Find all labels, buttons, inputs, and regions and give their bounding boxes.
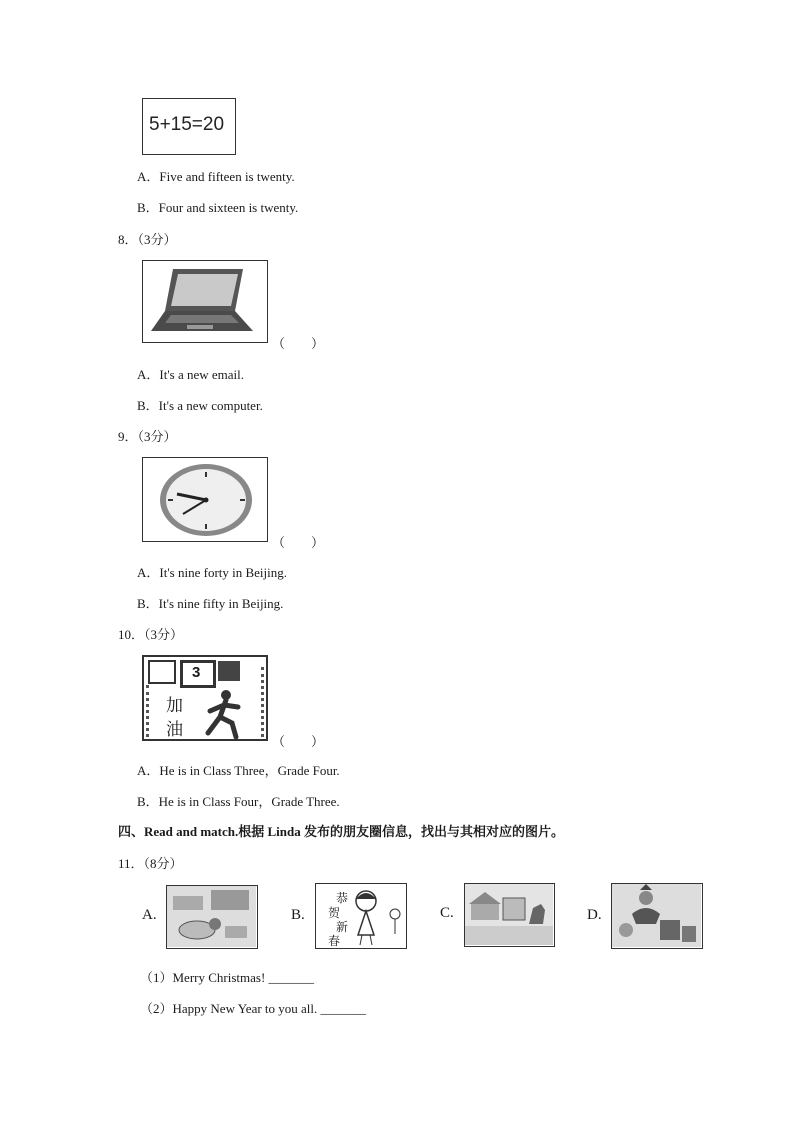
sign-box-2 xyxy=(180,660,216,688)
q8-option-b[interactable]: B．It's a new computer. xyxy=(137,398,263,413)
flower-icon xyxy=(386,906,404,936)
q11-item-2[interactable]: （2）Happy New Year to you all. _______ xyxy=(140,1001,367,1016)
q9-option-b[interactable]: B．It's nine fifty in Beijing. xyxy=(137,596,284,611)
card-char-1: 恭 xyxy=(336,891,349,905)
card-char-2: 贺 xyxy=(328,906,341,920)
q11-label-c: C. xyxy=(440,905,454,921)
sign-box-1 xyxy=(148,660,176,684)
farm-scene-icon xyxy=(465,884,553,945)
q11-label-b: B. xyxy=(291,907,305,923)
picture-b xyxy=(315,883,407,949)
q9-answer-paren[interactable]: （ ） xyxy=(272,535,325,550)
picture-a xyxy=(166,885,258,949)
q7-option-b[interactable]: B．Four and sixteen is twenty. xyxy=(137,200,299,215)
sign-text-jia: 加 xyxy=(166,696,183,715)
picture-c xyxy=(464,883,555,947)
girl-icon xyxy=(350,887,390,947)
q11-label-d: D. xyxy=(587,907,602,923)
q10-option-a[interactable]: A．He is in Class Three，Grade Four. xyxy=(137,763,340,778)
q11-number: 11．（8分） xyxy=(118,856,183,871)
q11-label-a: A. xyxy=(142,907,157,923)
laptop-picture xyxy=(142,260,268,343)
q10-option-b[interactable]: B．He is in Class Four，Grade Three. xyxy=(137,794,340,809)
q8-answer-paren[interactable]: （ ） xyxy=(272,336,325,351)
equation-text: 5+15=20 xyxy=(149,114,225,135)
card-char-4: 春 xyxy=(328,934,341,948)
laptop-icon xyxy=(143,261,266,341)
picture-d xyxy=(611,883,703,949)
sign-box-3 xyxy=(218,661,240,681)
class-sign-picture xyxy=(142,655,268,741)
q10-number: 10．（3分） xyxy=(118,627,184,642)
christmas-scene-icon xyxy=(612,884,701,947)
section-4-heading: 四、Read and match.根据 Linda 发布的朋友圈信息，找出与其相对应的图片。 xyxy=(118,824,564,839)
vine-decoration-left xyxy=(146,685,157,737)
sign-text-you: 油 xyxy=(166,720,183,739)
clock-picture xyxy=(142,457,268,542)
q7-option-a[interactable]: A．Five and fifteen is twenty. xyxy=(137,169,295,184)
q9-number: 9．（3分） xyxy=(118,429,177,444)
q11-item-1[interactable]: （1）Merry Christmas! _______ xyxy=(140,970,315,985)
runner-icon xyxy=(200,689,250,739)
sign-number: 3 xyxy=(192,664,201,681)
winter-scene-icon xyxy=(167,886,256,947)
q8-option-a[interactable]: A．It's a new email. xyxy=(137,367,245,382)
q9-option-a[interactable]: A．It's nine forty in Beijing. xyxy=(137,565,288,580)
vine-decoration-right xyxy=(253,667,264,737)
equation-picture xyxy=(142,98,236,155)
q8-number: 8．（3分） xyxy=(118,232,177,247)
clock-icon xyxy=(143,458,266,540)
card-char-3: 新 xyxy=(336,920,349,934)
q10-answer-paren[interactable]: （ ） xyxy=(272,734,325,749)
